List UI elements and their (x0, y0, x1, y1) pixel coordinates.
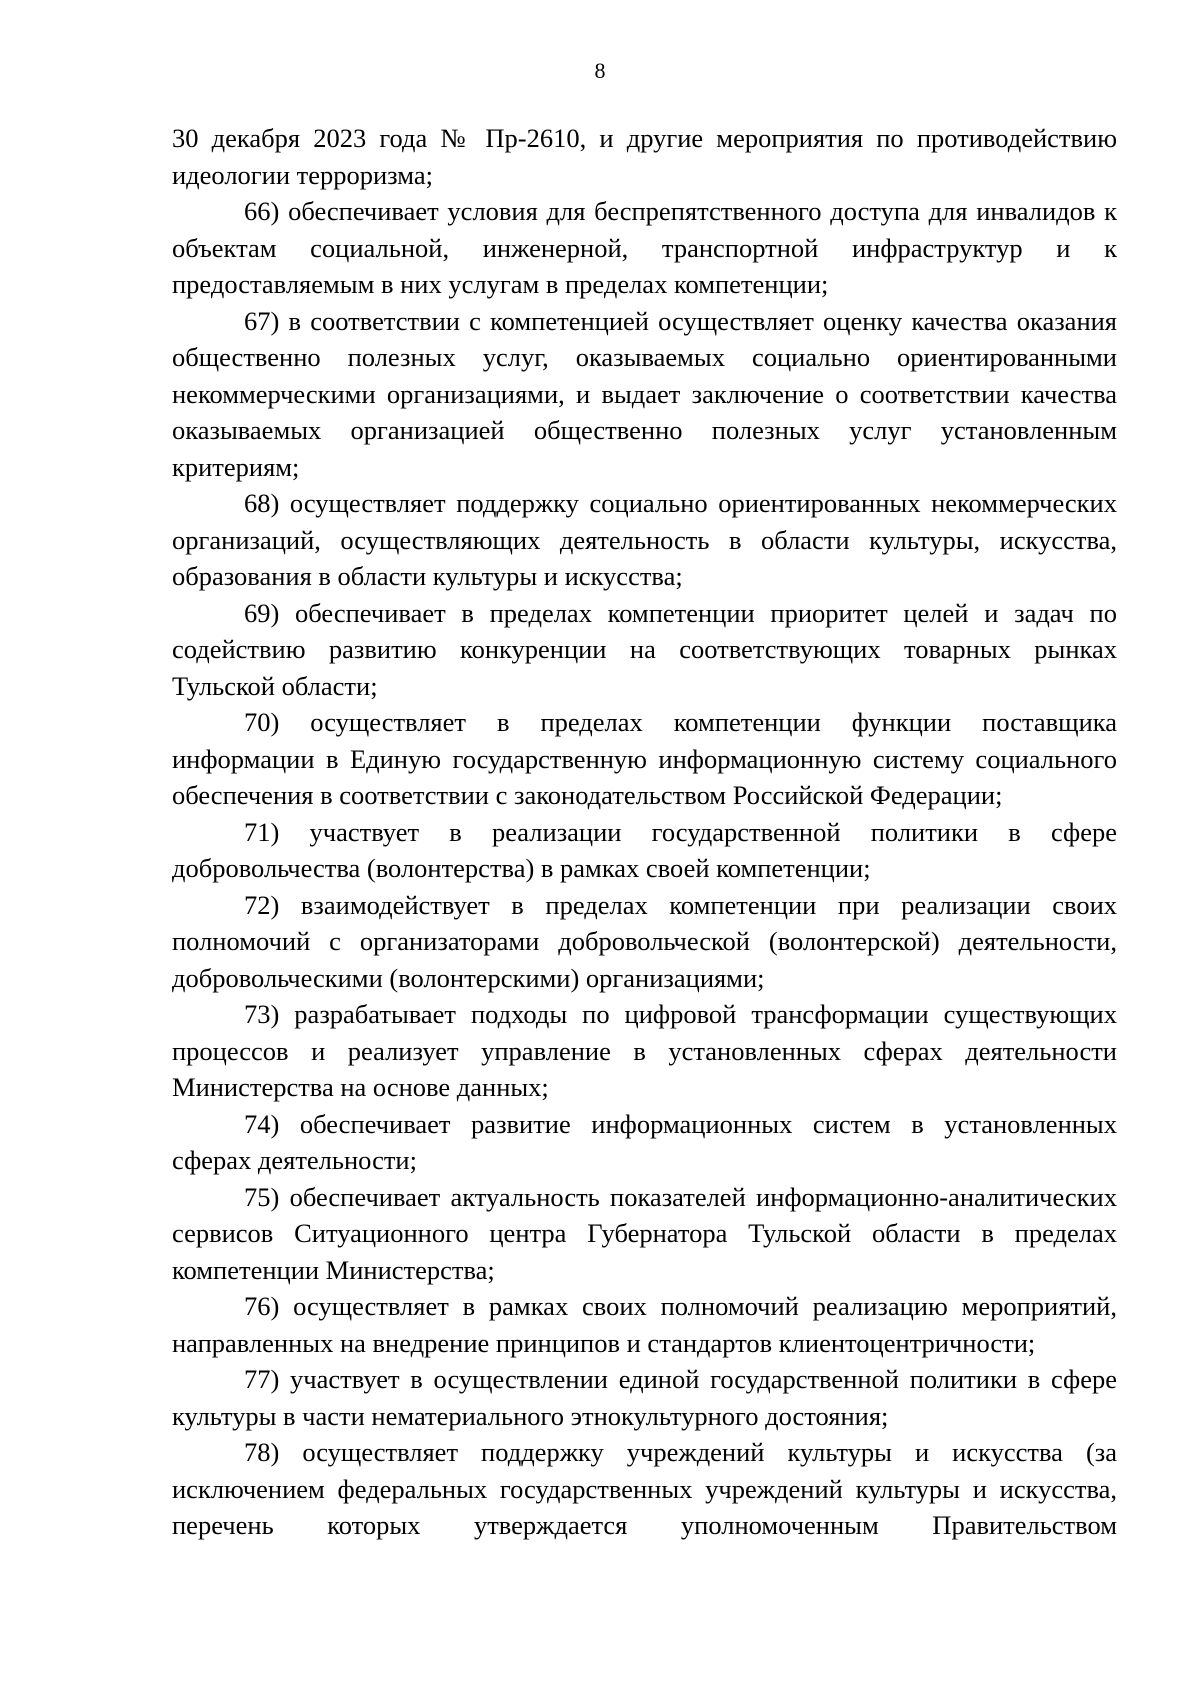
paragraph-item-75: 75) обеспечивает актуальность показателей информационно-аналитических сервисов Ситуационного центра Губернатора Тульской области в пределах компетенции Министерства; (172, 1181, 1117, 1285)
paragraph-item-77: 77) участвует в осуществлении единой государственной политики в сфере культуры в части нематериального этнокультурного достояния; (172, 1364, 1117, 1431)
paragraph-item-68: 68) осуществляет поддержку социально ориентированных некоммерческих организаций, осуществляющих деятельность в области культуры, искусства, образования в области культуры и искусства; (172, 488, 1117, 591)
paragraph-item-67: 67) в соответствии с компетенцией осуществляет оценку качества оказания общественно полезных услуг, оказываемых социально ориентированными некоммерческими организациями, и выдает заключение о соответствии качества оказываемых организацией общественно полезных услуг установленным критериям; (172, 305, 1117, 482)
paragraph-item-66: 66) обеспечивает условия для беспрепятственного доступа для инвалидов к объектам социальной, инженерной, транспортной инфраструктур и к предоставляемым в них услугам в пределах компетенции; (172, 196, 1117, 299)
paragraph-continuation: 30 декабря 2023 года № Пр-2610, и другие мероприятия по противодействию идеологии терроризма; (172, 123, 1117, 190)
paragraph-item-71: 71) участвует в реализации государственной политики в сфере добровольчества (волонтерства) в рамках своей компетенции; (172, 816, 1117, 883)
paragraph-item-76: 76) осуществляет в рамках своих полномочий реализацию мероприятий, направленных на внедрение принципов и стандартов клиентоцентричности; (172, 1291, 1117, 1358)
paragraph-item-78: 78) осуществляет поддержку учреждений культуры и искусства (за исключением федеральных государственных учреждений культуры и искусства, перечень которых утверждается уполномоченным Правительством (172, 1437, 1117, 1540)
document-body (172, 120, 1117, 1544)
paragraph-item-73: 73) разрабатывает подходы по цифровой трансформации существующих процессов и реализует управление в установленных сферах деятельности Министерства на основе данных; (172, 999, 1117, 1102)
paragraph-item-74: 74) обеспечивает развитие информационных систем в установленных сферах деятельности; (172, 1108, 1117, 1175)
page-number: 8 (594, 58, 606, 83)
paragraph-item-69: 69) обеспечивает в пределах компетенции приоритет целей и задач по содействию развитию конкуренции на соответствующих товарных рынках Тульской области; (172, 597, 1117, 701)
paragraph-item-70: 70) осуществляет в пределах компетенции функции поставщика информации в Единую государственную информационную систему социального обеспечения в соответствии с законодательством Российской Федерации; (172, 707, 1117, 810)
paragraph-item-72: 72) взаимодействует в пределах компетенции при реализации своих полномочий с организаторами добровольческой (волонтерской) деятельности, добровольческими (волонтерскими) организациями; (172, 889, 1117, 993)
